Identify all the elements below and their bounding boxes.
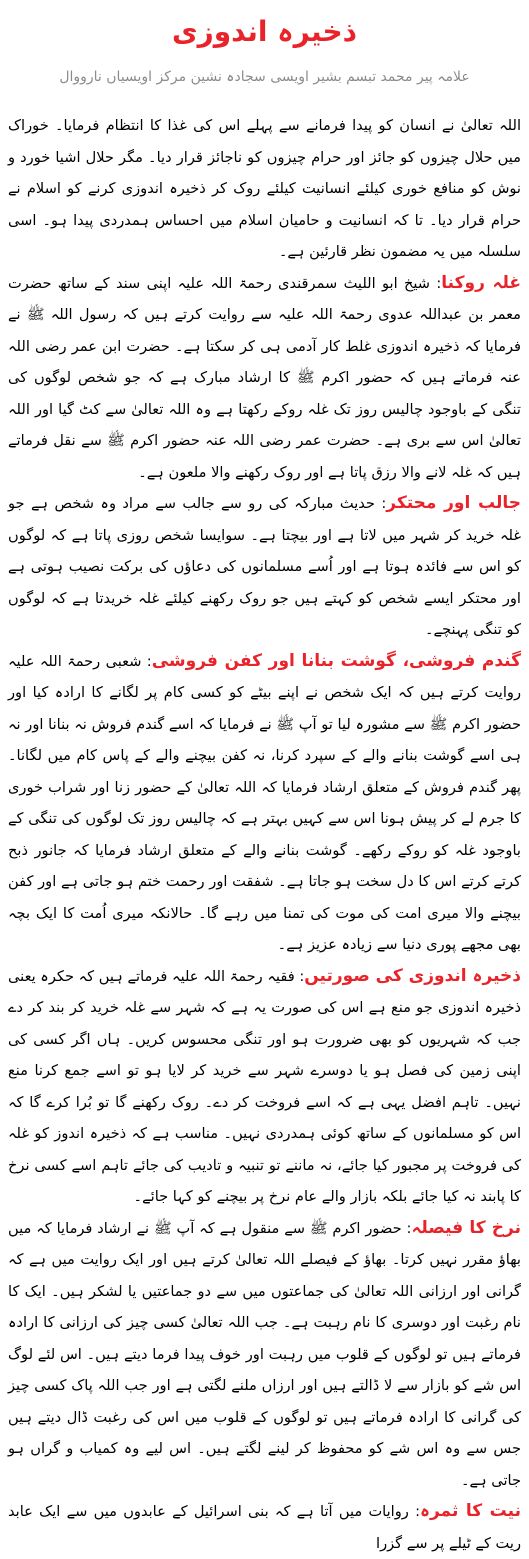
section-text: : شیخ ابو اللیث سمرقندی رحمۃ اللہ علیہ اپنی سند کے ساتھ حضرت معمر بن عبداللہ عدوی رحمۃ اللہ علیہ سے روایت کرتے ہیں کہ رسول اللہ ﷺ نے فرمایا کہ ذخیرہ اندوزی غلط کار آدمی ہی کر سکتا ہے۔ حضرت ابن عمر رضی اللہ عنہ فرماتے ہیں کہ حضور اکرم ﷺ کا ارشاد مبارک ہے کہ جو شخص لوگوں کی تنگی کے باوجود چالیس روز تک غلہ روکے رکھتا ہے وہ اللہ تعالیٰ سے کٹ گیا اور اللہ تعالیٰ اس سے بری ہے۔ حضرت عمر رضی اللہ عنہ حضور اکرم ﷺ سے نقل فرماتے ہیں کہ غلہ لانے والا رزق پاتا ہے اور روک رکھنے والا ملعون ہے۔ [8, 274, 521, 481]
section-text: : روایات میں آتا ہے کہ بنی اسرائیل کے عابدوں میں سے ایک عابد ریت کے ٹیلے پر سے گزرا [8, 1503, 521, 1552]
section-paragraph [8, 488, 521, 646]
section-paragraph [8, 646, 521, 961]
author-byline: علامہ پیر محمد تبسم بشیر اویسی سجادہ نشین مرکز اویسیاں نارووال [59, 69, 470, 85]
section-heading: جالب اور محتکر [386, 493, 522, 513]
section-heading: ذخیرہ اندوزی کی صورتیں [304, 965, 521, 986]
section-heading: گندم فروشی، گوشت بنانا اور کفن فروشی [151, 650, 521, 671]
section-text: : شعبی رحمۃ اللہ علیہ روایت کرتے ہیں کہ ایک شخص نے اپنے بیٹے کو کسی کام پر لگانے کا ارادہ کیا اور حضور اکرم ﷺ سے مشورہ لیا تو آپ ﷺ نے فرمایا کہ اسے گندم فروش نہ بنانا اور نہ ہی اسے گوشت بنانے والے کے سپرد کرنا، نہ کفن بیچنے والے کے پاس کام میں لگانا۔ پھر گندم فروش کے متعلق ارشاد فرمایا کہ اللہ تعالیٰ کے حضور زنا اور شراب خوری کا جرم لے کر پیش ہونا اس سے کہیں بہتر ہے کہ چالیس روز تک لوگوں کی تنگی کے باوجود غلہ کو روکے رکھے۔ گوشت بنانے والے کے متعلق ارشاد فرمایا کہ جانور ذبح کرتے کرتے اس کا دل سخت ہو جاتا ہے۔ شفقت اور رحمت ختم ہو جاتی ہے اور کفن بیچنے والا میری امت کی موت کی تمنا میں رہے گا۔ حالانکہ میری اُمت کا ایک بچہ بھی مجھے پوری دنیا سے زیادہ عزیز ہے۔ [8, 652, 521, 953]
section-heading: غلہ روکنا [441, 272, 521, 293]
article-title: ذخیرہ اندوزی [171, 15, 358, 48]
section-text: : حضور اکرم ﷺ سے منقول ہے کہ آپ ﷺ نے ارشاد فرمایا کہ میں بھاؤ مقرر نہیں کرتا۔ بھاؤ کے فیصلے اللہ تعالیٰ کرتے ہیں اور ایک روایت میں ہے کہ گرانی اور ارزانی اللہ تعالیٰ کی جماعتوں میں سے دو جماعتیں یا لشکر ہیں۔ ایک کا نام رغبت اور دوسری کا نام رہبت ہے۔ جب اللہ تعالیٰ کسی چیز کی ارزانی کا ارادہ فرماتے ہیں تو لوگوں کے قلوب میں رہبت اور خوف پیدا فرما دیتے ہیں۔ اس لئے لوگ اس شے کو بازار سے لا ڈالتے ہیں اور ارزاں ملنے لگتی ہے اور جب اللہ پاک کسی چیز کی گرانی کا ارادہ فرماتے ہیں تو لوگوں کے قلوب میں اس کی رغبت ڈال دیتے ہیں جس سے وہ اس شے کو محفوظ کر لینے لگتے ہیں۔ اس لیے وہ کمیاب و گراں ہو جاتی ہے۔ [8, 1219, 521, 1489]
intro-paragraph: اللہ تعالیٰ نے انسان کو پیدا فرمانے سے پہلے اس کی غذا کا انتظام فرمایا۔ خوراک میں حلال چیزوں کو جائز اور حرام چیزوں کو ناجائز قرار دیا۔ مگر حلال اشیا خورد و نوش کو منافع خوری کیلئے انسانیت کیلئے روک کر ذخیرہ اندوزی کرنے کو اسلام نے حرام قرار دیا۔ تا کہ انسانیت و حامیان اسلام میں احساس ہمدردی پیدا ہو۔ اسی سلسلہ میں یہ مضمون نظر قارئین ہے۔ [8, 117, 521, 260]
section-text: : حدیث مبارکہ کی رو سے جالب سے مراد وہ شخص ہے جو غلہ خرید کر شہر میں لاتا ہے اور بیچتا ہے۔ سوایسا شخص روزی پاتا ہے کہ لوگوں کو اس سے فائدہ ہوتا ہے اور اُسے مسلمانوں کی دعاؤں کی برکت نصیب ہوتی ہے اور محتکر ایسے شخص کو کہتے ہیں جو روک رکھنے کیلئے غلہ خریدتا ہے کہ لوگوں کو تنگی پہنچے۔ [8, 495, 521, 638]
section-heading: نیت کا ثمرہ [420, 1501, 521, 1521]
article-page [0, 12, 529, 1552]
section-heading: نرخ کا فیصلہ [411, 1217, 521, 1238]
section-paragraph [8, 1496, 521, 1559]
section-text: : فقیہ رحمۃ اللہ علیہ فرماتے ہیں کہ حکرہ یعنی ذخیرہ اندوزی جو منع ہے اس کی صورت یہ ہے کہ شہر سے غلہ خرید کر بند کر دے جب کہ شہریوں کو بھی ضرورت ہو اور تنگی محسوس کریں۔ ہاں اگر کسی کی اپنی زمین کی فصل ہو یا دوسرے شہر سے خرید کر لایا ہو تو اسے جمع کرنا منع نہیں۔ تاہم افضل یہی ہے کہ اسے فروخت کر دے۔ روک رکھنے گا تو بُرا کرے گا کہ اس کو مسلمانوں کے ساتھ کوئی ہمدردی نہیں۔ مناسب ہے کہ ذخیرہ اندوز کو غلہ کی فروخت پر مجبور کیا جائے، نہ ماننے تو تنبیہ و تادیب کی جائے تاہم اسے کسی نرخ کا پابند نہ کیا جائے بلکہ بازار والے عام نرخ پر بیچنے کو کہا جائے۔ [8, 967, 521, 1205]
section-paragraph [8, 1213, 521, 1497]
section-paragraph [8, 268, 521, 489]
section-paragraph [8, 961, 521, 1213]
